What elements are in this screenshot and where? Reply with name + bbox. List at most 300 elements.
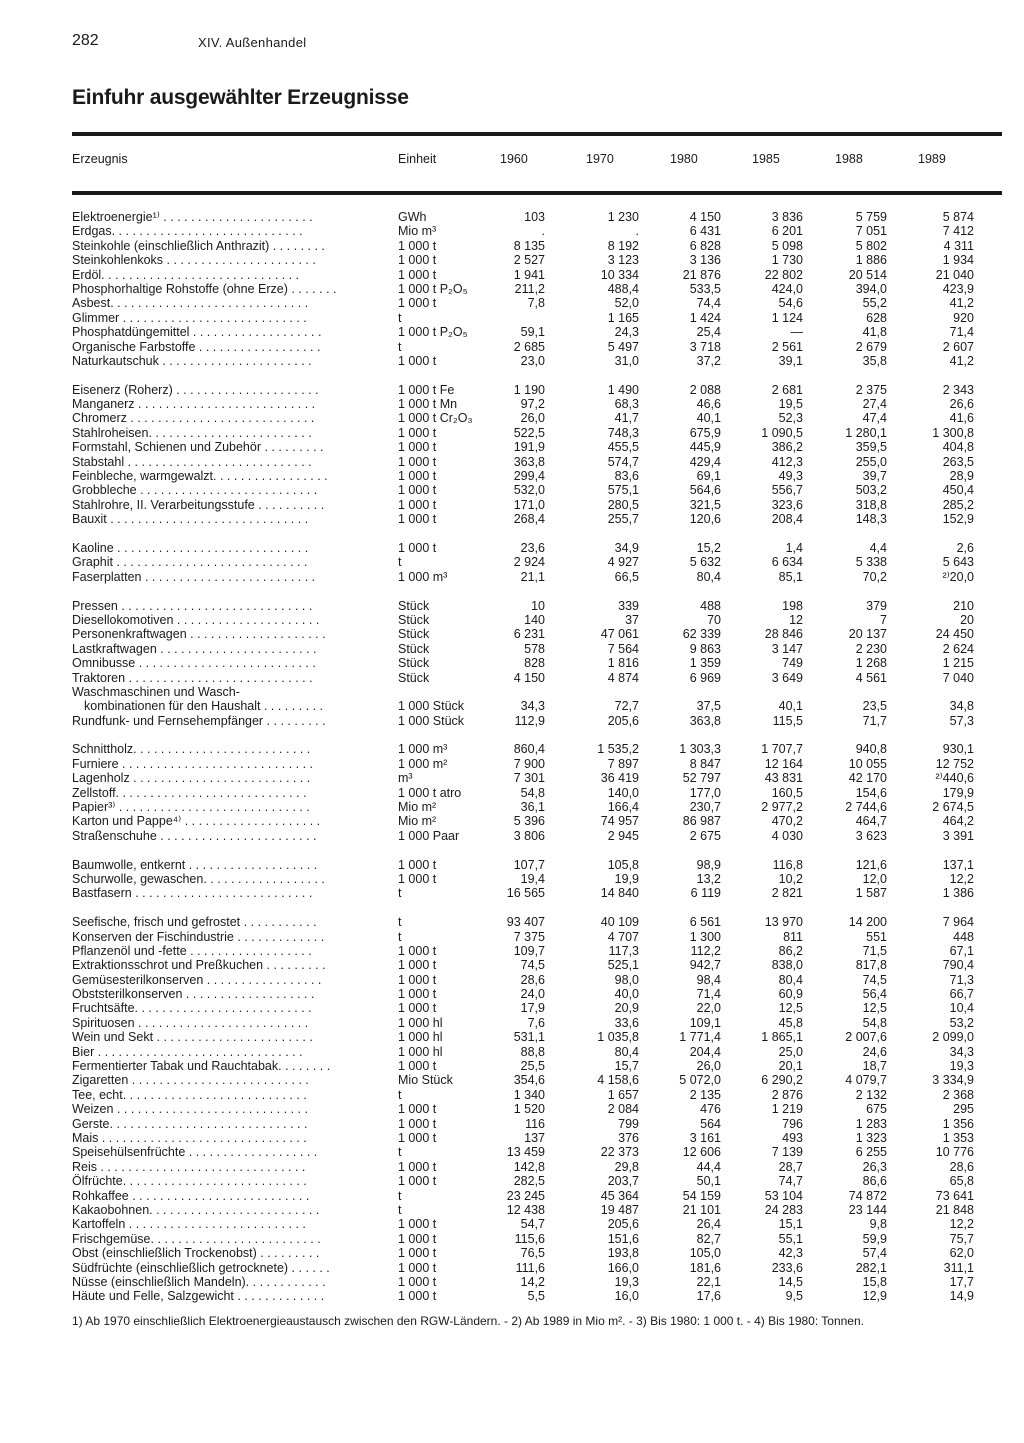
product-name: Nüsse (einschließlich Mandeln). . . . . . . . . . . .	[72, 1274, 326, 1289]
value-1970: 4 158,6	[597, 1073, 639, 1088]
value-1980: 26,0	[696, 1059, 721, 1074]
value-1970: 1 816	[607, 656, 639, 671]
table-row	[0, 440, 1024, 454]
value-1960: 107,7	[513, 857, 545, 872]
product-name: Graphit . . . . . . . . . . . . . . . . . . . . . . . . . . . .	[72, 555, 308, 570]
unit: t	[398, 310, 402, 325]
value-1980: 476	[700, 1102, 721, 1117]
value-1970: 4 874	[607, 670, 639, 685]
group-spacer	[0, 368, 1024, 382]
value-1989: 71,4	[949, 325, 974, 340]
value-1980: 230,7	[689, 800, 721, 815]
table-row	[0, 239, 1024, 253]
value-1970: 20,9	[614, 1001, 639, 1016]
value-1985: 749	[782, 656, 803, 671]
table-row	[0, 814, 1024, 828]
value-1980: 564,6	[689, 483, 721, 498]
product-name: Furniere . . . . . . . . . . . . . . . . . . . . . . . . . . . .	[72, 756, 314, 771]
product-name: Kaoline . . . . . . . . . . . . . . . . . . . . . . . . . . . .	[72, 540, 309, 555]
value-1960: 282,5	[513, 1174, 545, 1189]
value-1980: 120,6	[689, 512, 721, 527]
value-1985: 12,5	[778, 1001, 803, 1016]
value-1980: 4 150	[689, 210, 721, 224]
value-1960: 7,8	[527, 296, 545, 311]
value-1980: 2 088	[689, 382, 721, 397]
group-spacer	[0, 728, 1024, 742]
value-1985: 3 147	[771, 641, 803, 656]
value-1989: 7 964	[942, 915, 974, 930]
value-1960: 116	[525, 1116, 545, 1131]
value-1980: 22,1	[696, 1274, 721, 1289]
value-1970: 47 061	[600, 627, 639, 642]
value-1985: 6 201	[771, 224, 803, 239]
unit: GWh	[398, 210, 427, 224]
value-1980: 50,1	[696, 1174, 721, 1189]
table-row	[0, 1275, 1024, 1289]
table-row	[0, 958, 1024, 972]
value-1970: 16,0	[614, 1289, 639, 1304]
value-1989: 75,7	[949, 1231, 974, 1246]
unit: Mio Stück	[398, 1073, 453, 1088]
value-1960: 2 527	[513, 253, 545, 268]
value-1985: 5 098	[771, 238, 803, 253]
value-1988: 1 587	[855, 886, 887, 901]
value-1989: 2 343	[942, 382, 974, 397]
value-1980: 1 424	[689, 310, 721, 325]
value-1980: 74,4	[696, 296, 721, 311]
value-1988: 7	[880, 612, 887, 627]
value-1960: 14,2	[520, 1274, 545, 1289]
value-1989: 67,1	[949, 943, 974, 958]
value-1980: 2 135	[689, 1087, 721, 1102]
value-1980: 321,5	[689, 497, 721, 512]
table-row	[0, 1246, 1024, 1260]
column-header-einheit: Einheit	[398, 152, 437, 166]
table-row	[0, 944, 1024, 958]
value-1970: 19 487	[600, 1202, 639, 1217]
value-1989: 19,3	[949, 1059, 974, 1074]
value-1989: 930,1	[942, 742, 974, 757]
product-name: Asbest. . . . . . . . . . . . . . . . . . . . . . . . . . . . .	[72, 296, 309, 311]
table-row	[0, 512, 1024, 526]
value-1988: 70,2	[862, 569, 887, 584]
table-row	[0, 1217, 1024, 1231]
value-1980: 675,9	[689, 425, 721, 440]
value-1989: ²⁾440,6	[935, 771, 974, 786]
unit: t	[398, 1188, 402, 1203]
value-1970: 72,7	[614, 699, 639, 714]
value-1985: 28 846	[764, 627, 803, 642]
value-1985: 60,9	[778, 987, 803, 1002]
unit: 1 000 t	[398, 1001, 437, 1016]
table-row	[0, 786, 1024, 800]
unit: 1 000 t	[398, 987, 437, 1002]
value-1989: 12 752	[935, 756, 974, 771]
value-1989: 2,6	[956, 540, 974, 555]
table-row	[0, 1261, 1024, 1275]
value-1960: 171,0	[513, 497, 545, 512]
value-1989: 21 040	[935, 267, 974, 282]
value-1985: 838,0	[771, 958, 803, 973]
value-1980: 21 101	[682, 1202, 721, 1217]
table-row	[0, 973, 1024, 987]
unit: 1 000 t	[398, 454, 437, 469]
value-1989: 1 353	[942, 1131, 974, 1145]
value-1970: 151,6	[607, 1231, 639, 1246]
footnote: 1) Ab 1970 einschließlich Elektroenergieaustausch zwischen den RGW-Ländern. - 2) Ab 1989 in Mio m². - 3) Bis 1980: 1 000 t. - 4) Bis 1980: Tonnen.	[72, 1314, 864, 1328]
value-1960: 17,9	[520, 1001, 545, 1016]
value-1970: 36 419	[600, 771, 639, 786]
value-1980: 6 119	[690, 886, 721, 901]
value-1988: 5 802	[855, 238, 887, 253]
value-1980: 942,7	[689, 958, 721, 973]
table-row	[0, 411, 1024, 425]
value-1985: 86,2	[778, 943, 803, 958]
product-name: Tee, echt. . . . . . . . . . . . . . . . . . . . . . . . . . .	[72, 1087, 307, 1102]
value-1985: 13 970	[764, 915, 803, 930]
value-1988: 318,8	[855, 497, 887, 512]
value-1980: 9 863	[689, 641, 721, 656]
value-1970: 166,0	[607, 1260, 639, 1275]
column-header-1980: 1980	[670, 152, 698, 166]
product-name: Personenkraftwagen . . . . . . . . . . . . . . . . . . . .	[72, 627, 326, 642]
table-row	[0, 354, 1024, 368]
value-1970: 140,0	[607, 785, 639, 800]
product-name: Frischgemüse. . . . . . . . . . . . . . . . . . . . . . . . .	[72, 1231, 321, 1246]
value-1988: 39,7	[862, 469, 887, 484]
unit: Stück	[398, 641, 430, 656]
unit: Stück	[398, 612, 430, 627]
value-1960: 97,2	[520, 397, 545, 412]
product-name: Fermentierter Tabak und Rauchtabak. . . . . . . .	[72, 1059, 331, 1074]
value-1985: 424,0	[771, 281, 803, 296]
product-name: Fruchtsäfte. . . . . . . . . . . . . . . . . . . . . . . . . .	[72, 1001, 312, 1016]
value-1970: 3 123	[607, 253, 639, 268]
value-1988: 628	[866, 310, 887, 325]
value-1960: 211,2	[514, 281, 545, 296]
value-1989: 34,3	[949, 1044, 974, 1059]
product-name: Chromerz . . . . . . . . . . . . . . . . . . . . . . . . . . .	[72, 411, 315, 426]
value-1988: 71,7	[862, 713, 887, 728]
value-1985: 323,6	[771, 497, 803, 512]
value-1985: 39,1	[778, 353, 803, 368]
value-1985: 3 649	[771, 670, 803, 685]
unit: 1 000 t Cr₂O₃	[398, 411, 473, 426]
value-1989: 2 674,5	[932, 800, 974, 815]
product-name: Traktoren . . . . . . . . . . . . . . . . . . . . . . . . . . .	[72, 670, 313, 685]
value-1980: 1 300	[689, 929, 721, 944]
value-1960: 7,6	[527, 1015, 545, 1030]
page-title: Einfuhr ausgewählter Erzeugnisse	[72, 86, 409, 109]
value-1985: 74,7	[778, 1174, 803, 1189]
value-1988: 74,5	[862, 972, 887, 987]
product-name: Mais . . . . . . . . . . . . . . . . . . . . . . . . . . . . . .	[72, 1131, 307, 1145]
unit: 1 000 t	[398, 943, 437, 958]
value-1985: 54,6	[778, 296, 803, 311]
product-name: Reis . . . . . . . . . . . . . . . . . . . . . . . . . . . . . .	[72, 1159, 306, 1174]
value-1985: 52,3	[778, 411, 803, 426]
table-row	[0, 771, 1024, 785]
value-1970: 1 230	[607, 210, 639, 224]
value-1980: 112,2	[690, 943, 721, 958]
value-1970: 52,0	[614, 296, 639, 311]
value-1980: 429,4	[689, 454, 721, 469]
table-row	[0, 1203, 1024, 1217]
value-1960: 109,7	[513, 943, 545, 958]
value-1985: 28,7	[778, 1159, 803, 1174]
value-1988: 35,8	[862, 353, 887, 368]
product-name: Baumwolle, entkernt . . . . . . . . . . . . . . . . . . .	[72, 857, 318, 872]
value-1960: 26,0	[520, 411, 545, 426]
value-1970: 280,5	[607, 497, 639, 512]
table-row	[0, 268, 1024, 282]
table-row	[0, 469, 1024, 483]
unit: 1 000 t	[398, 425, 437, 440]
value-1960: 2 685	[513, 339, 545, 354]
value-1985: 49,3	[778, 469, 803, 484]
value-1985: 470,2	[771, 814, 803, 829]
unit: t	[398, 1202, 402, 1217]
group-spacer	[0, 901, 1024, 915]
table-row	[0, 599, 1024, 613]
value-1985: —	[790, 325, 803, 340]
unit: 1 000 t	[398, 871, 437, 886]
unit: t	[398, 339, 402, 354]
value-1960: 12 438	[506, 1202, 545, 1217]
value-1989: 5 874	[942, 210, 974, 224]
value-1985: 115,5	[772, 713, 803, 728]
value-1960: 21,1	[520, 569, 545, 584]
value-1970: 799	[618, 1116, 639, 1131]
unit: 1 000 t	[398, 353, 437, 368]
unit: Mio m²	[398, 814, 437, 829]
value-1988: 74 872	[848, 1188, 887, 1203]
value-1988: 20 137	[848, 627, 887, 642]
product-name: Kakaobohnen. . . . . . . . . . . . . . . . . . . . . . . . .	[72, 1202, 320, 1217]
value-1989: 464,2	[942, 814, 974, 829]
value-1989: 26,6	[949, 397, 974, 412]
unit: 1 000 t	[398, 1289, 437, 1304]
value-1989: 210	[953, 598, 974, 613]
value-1980: 445,9	[689, 440, 721, 455]
product-name: Bastfasern . . . . . . . . . . . . . . . . . . . . . . . . . .	[72, 886, 313, 901]
value-1980: 80,4	[696, 569, 721, 584]
group-spacer	[0, 843, 1024, 857]
value-1989: 57,3	[949, 713, 974, 728]
table-row	[0, 829, 1024, 843]
table-row	[0, 872, 1024, 886]
value-1980: 15,2	[696, 540, 721, 555]
value-1985: 198	[782, 598, 803, 613]
value-1985: 15,1	[778, 1217, 803, 1232]
unit: 1 000 t	[398, 1116, 437, 1131]
value-1980: 3 161	[689, 1131, 721, 1145]
unit: 1 000 hl	[398, 1030, 443, 1045]
value-1960: 142,8	[513, 1159, 545, 1174]
value-1989: 1 215	[942, 656, 974, 671]
value-1985: 40,1	[778, 699, 803, 714]
value-1985: 2 821	[771, 886, 803, 901]
table-row	[0, 1016, 1024, 1030]
value-1988: 1 886	[855, 253, 887, 268]
unit: Stück	[398, 670, 430, 685]
table-row	[0, 397, 1024, 411]
unit: 1 000 hl	[398, 1044, 443, 1059]
value-1988: 6 255	[855, 1145, 887, 1160]
value-1960: 522,5	[513, 425, 545, 440]
table-row	[0, 1289, 1024, 1303]
value-1970: 29,8	[614, 1159, 639, 1174]
value-1988: 2 132	[855, 1087, 887, 1102]
product-name: Obststerilkonserven . . . . . . . . . . . . . . . . . . .	[72, 987, 315, 1002]
product-name: Obst (einschließlich Trockenobst) . . . . . . . . .	[72, 1246, 320, 1261]
value-1988: 3 623	[855, 828, 887, 843]
value-1988: 4 561	[855, 670, 887, 685]
table-row	[0, 1117, 1024, 1131]
value-1989: 28,6	[949, 1159, 974, 1174]
value-1970: 10 334	[600, 267, 639, 282]
value-1970: 4 927	[607, 555, 639, 570]
group-spacer	[0, 527, 1024, 541]
column-header-1985: 1985	[752, 152, 780, 166]
value-1960: 10	[531, 598, 545, 613]
value-1988: 10 055	[848, 756, 887, 771]
value-1970: 31,0	[614, 353, 639, 368]
table-row	[0, 656, 1024, 670]
value-1985: 45,8	[778, 1015, 803, 1030]
product-name: Spirituosen . . . . . . . . . . . . . . . . . . . . . . . . .	[72, 1015, 309, 1030]
table-row	[0, 930, 1024, 944]
value-1985: 24 283	[764, 1202, 803, 1217]
value-1970: 4 707	[607, 929, 639, 944]
value-1985: 7 139	[771, 1145, 803, 1160]
value-1970: 205,6	[607, 1217, 639, 1232]
value-1960: 23,6	[520, 540, 545, 555]
value-1960: 1 340	[513, 1087, 545, 1102]
value-1989: 41,6	[949, 411, 974, 426]
value-1989: 1 934	[942, 253, 974, 268]
unit: m³	[398, 771, 413, 786]
value-1985: 12	[789, 612, 803, 627]
value-1960: 828	[524, 656, 545, 671]
unit: t	[398, 929, 402, 944]
value-1980: 1 771,4	[679, 1030, 721, 1045]
top-rule	[72, 132, 1002, 136]
value-1988: 41,8	[862, 325, 887, 340]
table-row	[0, 757, 1024, 771]
table-row	[0, 1131, 1024, 1145]
unit: 1 000 t	[398, 1260, 437, 1275]
value-1980: 44,4	[696, 1159, 721, 1174]
product-name: Extraktionsschrot und Preßkuchen . . . . . . . . .	[72, 958, 326, 973]
value-1989: 790,4	[942, 958, 974, 973]
value-1970: 748,3	[607, 425, 639, 440]
value-1970: 40,0	[614, 987, 639, 1002]
value-1960: 5 396	[513, 814, 545, 829]
value-1970: 1 490	[607, 382, 639, 397]
value-1989: 5 643	[942, 555, 974, 570]
value-1980: 2 675	[689, 828, 721, 843]
value-1980: 204,4	[689, 1044, 721, 1059]
value-1970: 7 897	[607, 756, 639, 771]
value-1989: 21 848	[935, 1202, 974, 1217]
value-1960: 1 190	[513, 382, 545, 397]
value-1960: 7 301	[513, 771, 545, 786]
product-name: Phosphorhaltige Rohstoffe (ohne Erze) . . . . . . .	[72, 281, 337, 296]
value-1960: 1 520	[513, 1102, 545, 1117]
value-1989: 295	[953, 1102, 974, 1117]
column-header-1970: 1970	[586, 152, 614, 166]
value-1960: 24,0	[520, 987, 545, 1002]
value-1988: 4 079,7	[845, 1073, 887, 1088]
page-number: 282	[72, 32, 99, 49]
value-1985: 12 164	[764, 756, 803, 771]
column-header-erzeugnis: Erzeugnis	[72, 152, 128, 166]
product-name: Rohkaffee . . . . . . . . . . . . . . . . . . . . . . . . . .	[72, 1188, 310, 1203]
product-name: kombinationen für den Haushalt . . . . . . . . .	[84, 699, 324, 714]
value-1960: 115,6	[514, 1231, 545, 1246]
value-1985: 14,5	[778, 1274, 803, 1289]
value-1980: 37,2	[696, 353, 721, 368]
value-1988: 55,2	[862, 296, 887, 311]
value-1985: 233,6	[771, 1260, 803, 1275]
value-1988: 86,6	[862, 1174, 887, 1189]
unit: 1 000 t	[398, 1174, 437, 1189]
value-1960: 860,4	[513, 742, 545, 757]
unit: 1 000 m²	[398, 756, 448, 771]
value-1985: 6 634	[771, 555, 803, 570]
table-row	[0, 1045, 1024, 1059]
value-1988: 148,3	[855, 512, 887, 527]
table-row	[0, 627, 1024, 641]
value-1988: 1 280,1	[845, 425, 887, 440]
value-1970: 34,9	[614, 540, 639, 555]
value-1985: 2 977,2	[761, 800, 803, 815]
value-1985: 22 802	[764, 267, 803, 282]
unit: 1 000 m³	[398, 742, 448, 757]
product-name: Wein und Sekt . . . . . . . . . . . . . . . . . . . . . . .	[72, 1030, 313, 1045]
value-1960: 2 924	[513, 555, 545, 570]
product-name: Elektroenergie¹⁾ . . . . . . . . . . . . . . . . . . . . . .	[72, 210, 313, 224]
value-1970: 166,4	[607, 800, 639, 815]
unit: 1 000 t atro	[398, 785, 462, 800]
value-1985: 1 865,1	[761, 1030, 803, 1045]
value-1960: 191,9	[513, 440, 545, 455]
table-row	[0, 642, 1024, 656]
value-1988: 42 170	[848, 771, 887, 786]
value-1985: 2 681	[771, 382, 803, 397]
product-name: Stabstahl . . . . . . . . . . . . . . . . . . . . . . . . . . .	[72, 454, 312, 469]
unit: 1 000 t	[398, 1102, 437, 1117]
table-row	[0, 1059, 1024, 1073]
unit: 1 000 t	[398, 296, 437, 311]
unit: 1 000 t	[398, 440, 437, 455]
product-name: Zigaretten . . . . . . . . . . . . . . . . . . . . . . . . . .	[72, 1073, 309, 1088]
unit: 1 000 t	[398, 483, 437, 498]
value-1989: 1 386	[942, 886, 974, 901]
column-header-1960: 1960	[500, 152, 528, 166]
value-1985: 3 836	[771, 210, 803, 224]
product-name: Weizen . . . . . . . . . . . . . . . . . . . . . . . . . . . .	[72, 1102, 308, 1117]
value-1989: 53,2	[949, 1015, 974, 1030]
table-row	[0, 915, 1024, 929]
table-row	[0, 311, 1024, 325]
value-1980: 26,4	[696, 1217, 721, 1232]
value-1985: 53 104	[764, 1188, 803, 1203]
unit: t	[398, 915, 402, 930]
value-1985: 9,5	[785, 1289, 803, 1304]
value-1970: 203,7	[607, 1174, 639, 1189]
